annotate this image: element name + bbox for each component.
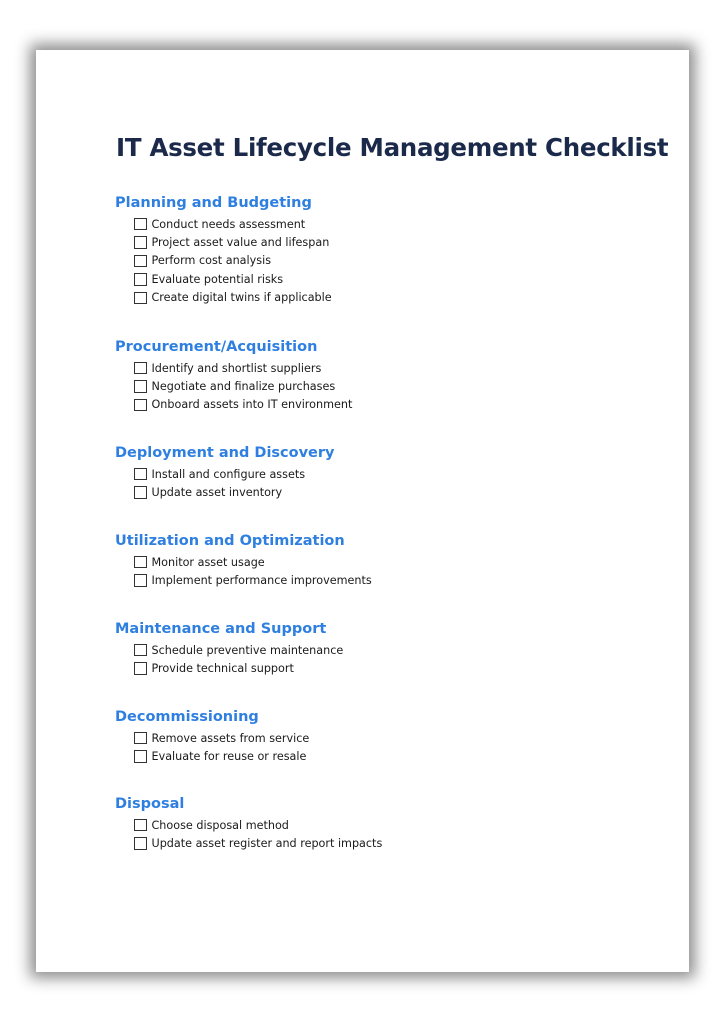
section-heading: Disposal xyxy=(115,796,185,812)
checkbox[interactable] xyxy=(134,819,147,832)
section-heading: Planning and Budgeting xyxy=(115,195,312,211)
checkbox[interactable] xyxy=(134,644,147,657)
checklist-items xyxy=(115,215,332,307)
checklist-item-label: Onboard assets into IT environment xyxy=(151,398,353,412)
checklist-item xyxy=(134,396,352,414)
checklist-item xyxy=(134,659,343,677)
checklist-items xyxy=(115,729,309,766)
checkbox[interactable] xyxy=(134,399,147,412)
checklist-items xyxy=(115,816,382,853)
document-title: IT Asset Lifecycle Management Checklist xyxy=(116,133,669,162)
checklist-items xyxy=(115,553,372,590)
checklist-items xyxy=(115,359,352,414)
checkbox[interactable] xyxy=(134,486,147,499)
checklist-section xyxy=(115,794,383,851)
checklist-item xyxy=(134,465,305,483)
checklist-item-label: Monitor asset usage xyxy=(151,555,265,569)
checklist-item xyxy=(134,834,382,852)
checkbox[interactable] xyxy=(134,236,147,249)
checklist-item xyxy=(134,641,343,659)
section-heading: Procurement/Acquisition xyxy=(115,339,318,355)
checklist-item-label: Install and configure assets xyxy=(151,467,306,481)
checklist-item-label: Perform cost analysis xyxy=(151,254,272,268)
checklist-page xyxy=(36,50,689,972)
checkbox[interactable] xyxy=(134,750,147,763)
checkbox[interactable] xyxy=(134,574,147,587)
checklist-section xyxy=(115,707,310,764)
checklist-item-label: Update asset inventory xyxy=(151,486,283,500)
checklist-items xyxy=(115,465,305,502)
section-heading: Decommissioning xyxy=(115,709,259,725)
checklist-section xyxy=(115,337,353,412)
checklist-section xyxy=(115,443,335,500)
checklist-item-label: Conduct needs assessment xyxy=(151,217,306,231)
checkbox[interactable] xyxy=(134,218,147,231)
checklist-section xyxy=(115,619,344,676)
checklist-item xyxy=(134,270,332,288)
checkbox[interactable] xyxy=(134,556,147,569)
checkbox[interactable] xyxy=(134,292,147,305)
checklist-item xyxy=(134,816,382,834)
checkbox[interactable] xyxy=(134,662,147,675)
checklist-item xyxy=(134,571,372,589)
checklist-item-label: Choose disposal method xyxy=(151,818,289,832)
checklist-item xyxy=(134,233,332,251)
checklist-items xyxy=(115,641,343,678)
checklist-item-label: Negotiate and finalize purchases xyxy=(151,380,336,394)
checkbox[interactable] xyxy=(134,837,147,850)
checklist-section xyxy=(115,531,372,588)
checklist-item xyxy=(134,747,309,765)
checkbox[interactable] xyxy=(134,380,147,393)
checkbox[interactable] xyxy=(134,362,147,375)
checklist-item xyxy=(134,359,352,377)
checklist-item xyxy=(134,215,332,233)
checklist-item xyxy=(134,252,332,270)
checkbox[interactable] xyxy=(134,273,147,286)
checklist-item-label: Create digital twins if applicable xyxy=(151,291,332,305)
checklist-section xyxy=(115,193,332,305)
checklist-item-label: Remove assets from service xyxy=(151,731,310,745)
checklist-item-label: Identify and shortlist suppliers xyxy=(151,361,322,375)
checklist-item-label: Project asset value and lifespan xyxy=(151,236,330,250)
checklist-item-label: Implement performance improvements xyxy=(151,574,372,588)
checkbox[interactable] xyxy=(134,255,147,268)
checklist-item xyxy=(134,289,332,307)
checklist-item-label: Evaluate for reuse or resale xyxy=(151,750,307,764)
checklist-item xyxy=(134,483,305,501)
section-heading: Utilization and Optimization xyxy=(115,533,345,549)
section-heading: Deployment and Discovery xyxy=(115,445,335,461)
checklist-item-label: Update asset register and report impacts xyxy=(151,837,383,851)
checkbox[interactable] xyxy=(134,732,147,745)
checklist-item-label: Schedule preventive maintenance xyxy=(151,643,344,657)
section-heading: Maintenance and Support xyxy=(115,621,327,637)
checklist-item-label: Evaluate potential risks xyxy=(151,272,284,286)
checklist-item xyxy=(134,377,352,395)
checklist-item xyxy=(134,729,309,747)
checkbox[interactable] xyxy=(134,468,147,481)
checklist-item-label: Provide technical support xyxy=(151,662,294,676)
checklist-item xyxy=(134,553,372,571)
